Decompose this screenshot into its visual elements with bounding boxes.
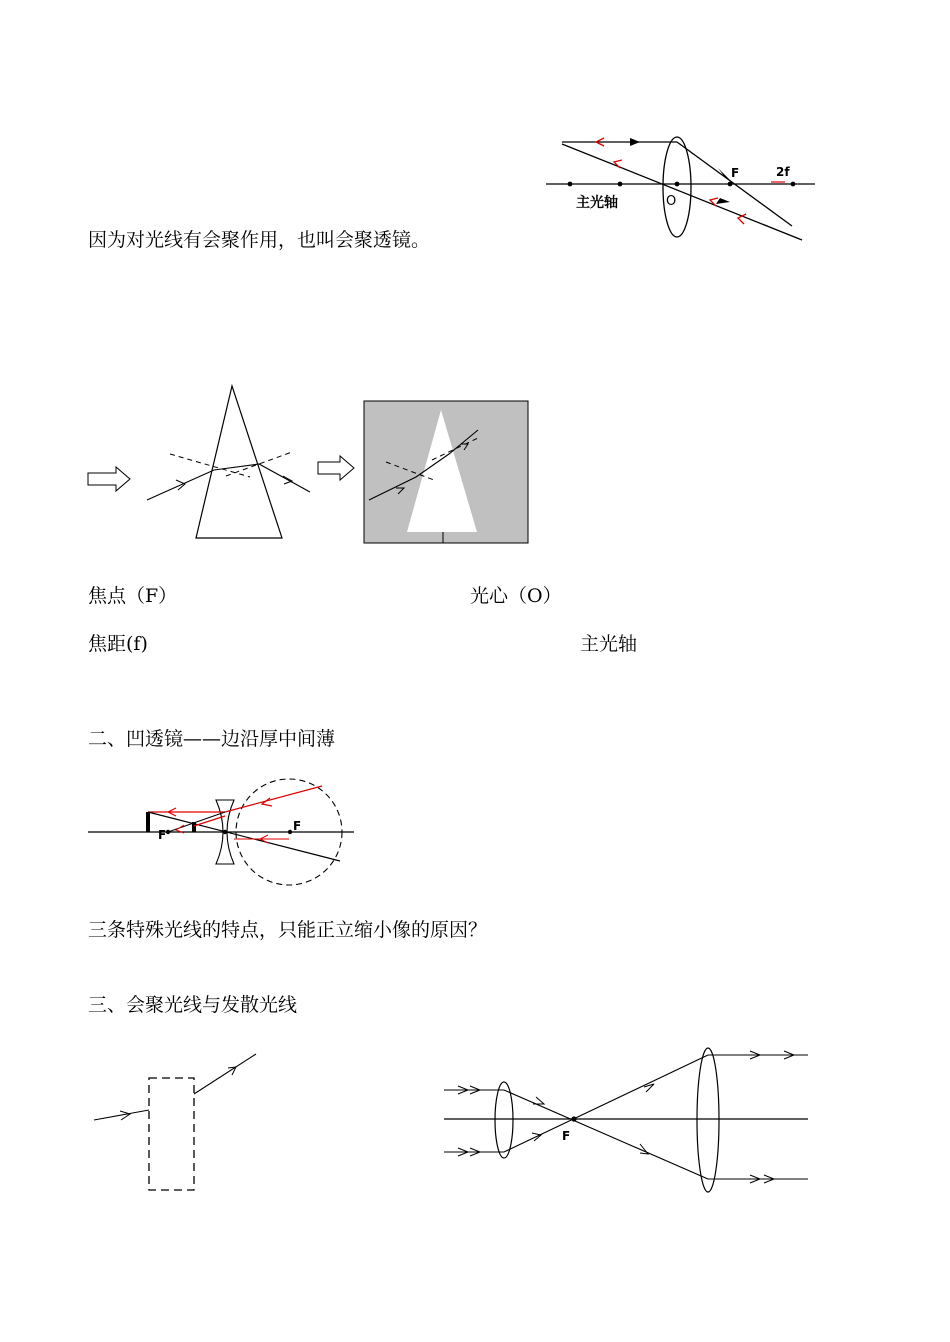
small-lens — [495, 1082, 513, 1158]
optical-center-text: 光心（O） — [470, 585, 562, 607]
axis-point — [618, 182, 623, 187]
focus-point — [728, 182, 733, 187]
focus-label: F — [562, 1129, 571, 1143]
twice-focus-point — [791, 182, 796, 187]
convex-lens-diagram — [540, 130, 820, 250]
prism-diagram — [84, 380, 534, 550]
triangle-prism — [196, 386, 282, 538]
focus-point — [166, 830, 170, 834]
hollow-arrow — [88, 467, 130, 491]
focus-left-label: F — [158, 828, 167, 842]
focus-label: F — [731, 166, 740, 180]
convex-lens — [663, 137, 691, 237]
focus-text: 焦点（F） — [88, 585, 178, 607]
focus-point — [571, 1116, 576, 1121]
axis-point — [568, 182, 573, 187]
optical-center-point — [675, 182, 680, 187]
object-arrow — [146, 812, 150, 832]
section-three-heading: 三、会聚光线与发散光线 — [88, 994, 298, 1016]
concave-heading: 二、凹透镜——边沿厚中间薄 — [88, 728, 336, 750]
center-ray — [562, 144, 802, 240]
arrow-head — [630, 138, 640, 146]
hollow-arrow — [318, 456, 354, 480]
dashed-box — [149, 1078, 194, 1190]
optical-center-point — [223, 830, 227, 834]
convex-intro-text: 因为对光线有会聚作用，也叫会聚透镜。 — [88, 229, 431, 251]
arrow-head — [716, 198, 730, 204]
main-axis-label: 主光轴 — [576, 195, 618, 211]
focus-right-label: F — [293, 819, 302, 833]
reverse-arrow — [614, 160, 622, 168]
origin-label: O — [666, 194, 677, 209]
large-lens — [697, 1048, 719, 1192]
concave-lens-diagram — [84, 772, 364, 892]
twice-focus-label: 2f — [776, 165, 790, 179]
emergent-ray — [194, 1054, 256, 1094]
arrow-head — [640, 1144, 648, 1154]
main-axis-text: 主光轴 — [580, 633, 638, 655]
dashed-box-diagram — [88, 1048, 268, 1198]
three-rays-question: 三条特殊光线的特点，只能正立缩小像的原因？ — [88, 919, 488, 941]
center-ray — [148, 812, 340, 861]
refracted-ray — [225, 786, 322, 812]
focal-length-text: 焦距(f) — [88, 633, 148, 655]
beam-expander-diagram — [440, 1035, 812, 1195]
focus-point — [288, 830, 292, 834]
reverse-arrow — [710, 198, 718, 206]
